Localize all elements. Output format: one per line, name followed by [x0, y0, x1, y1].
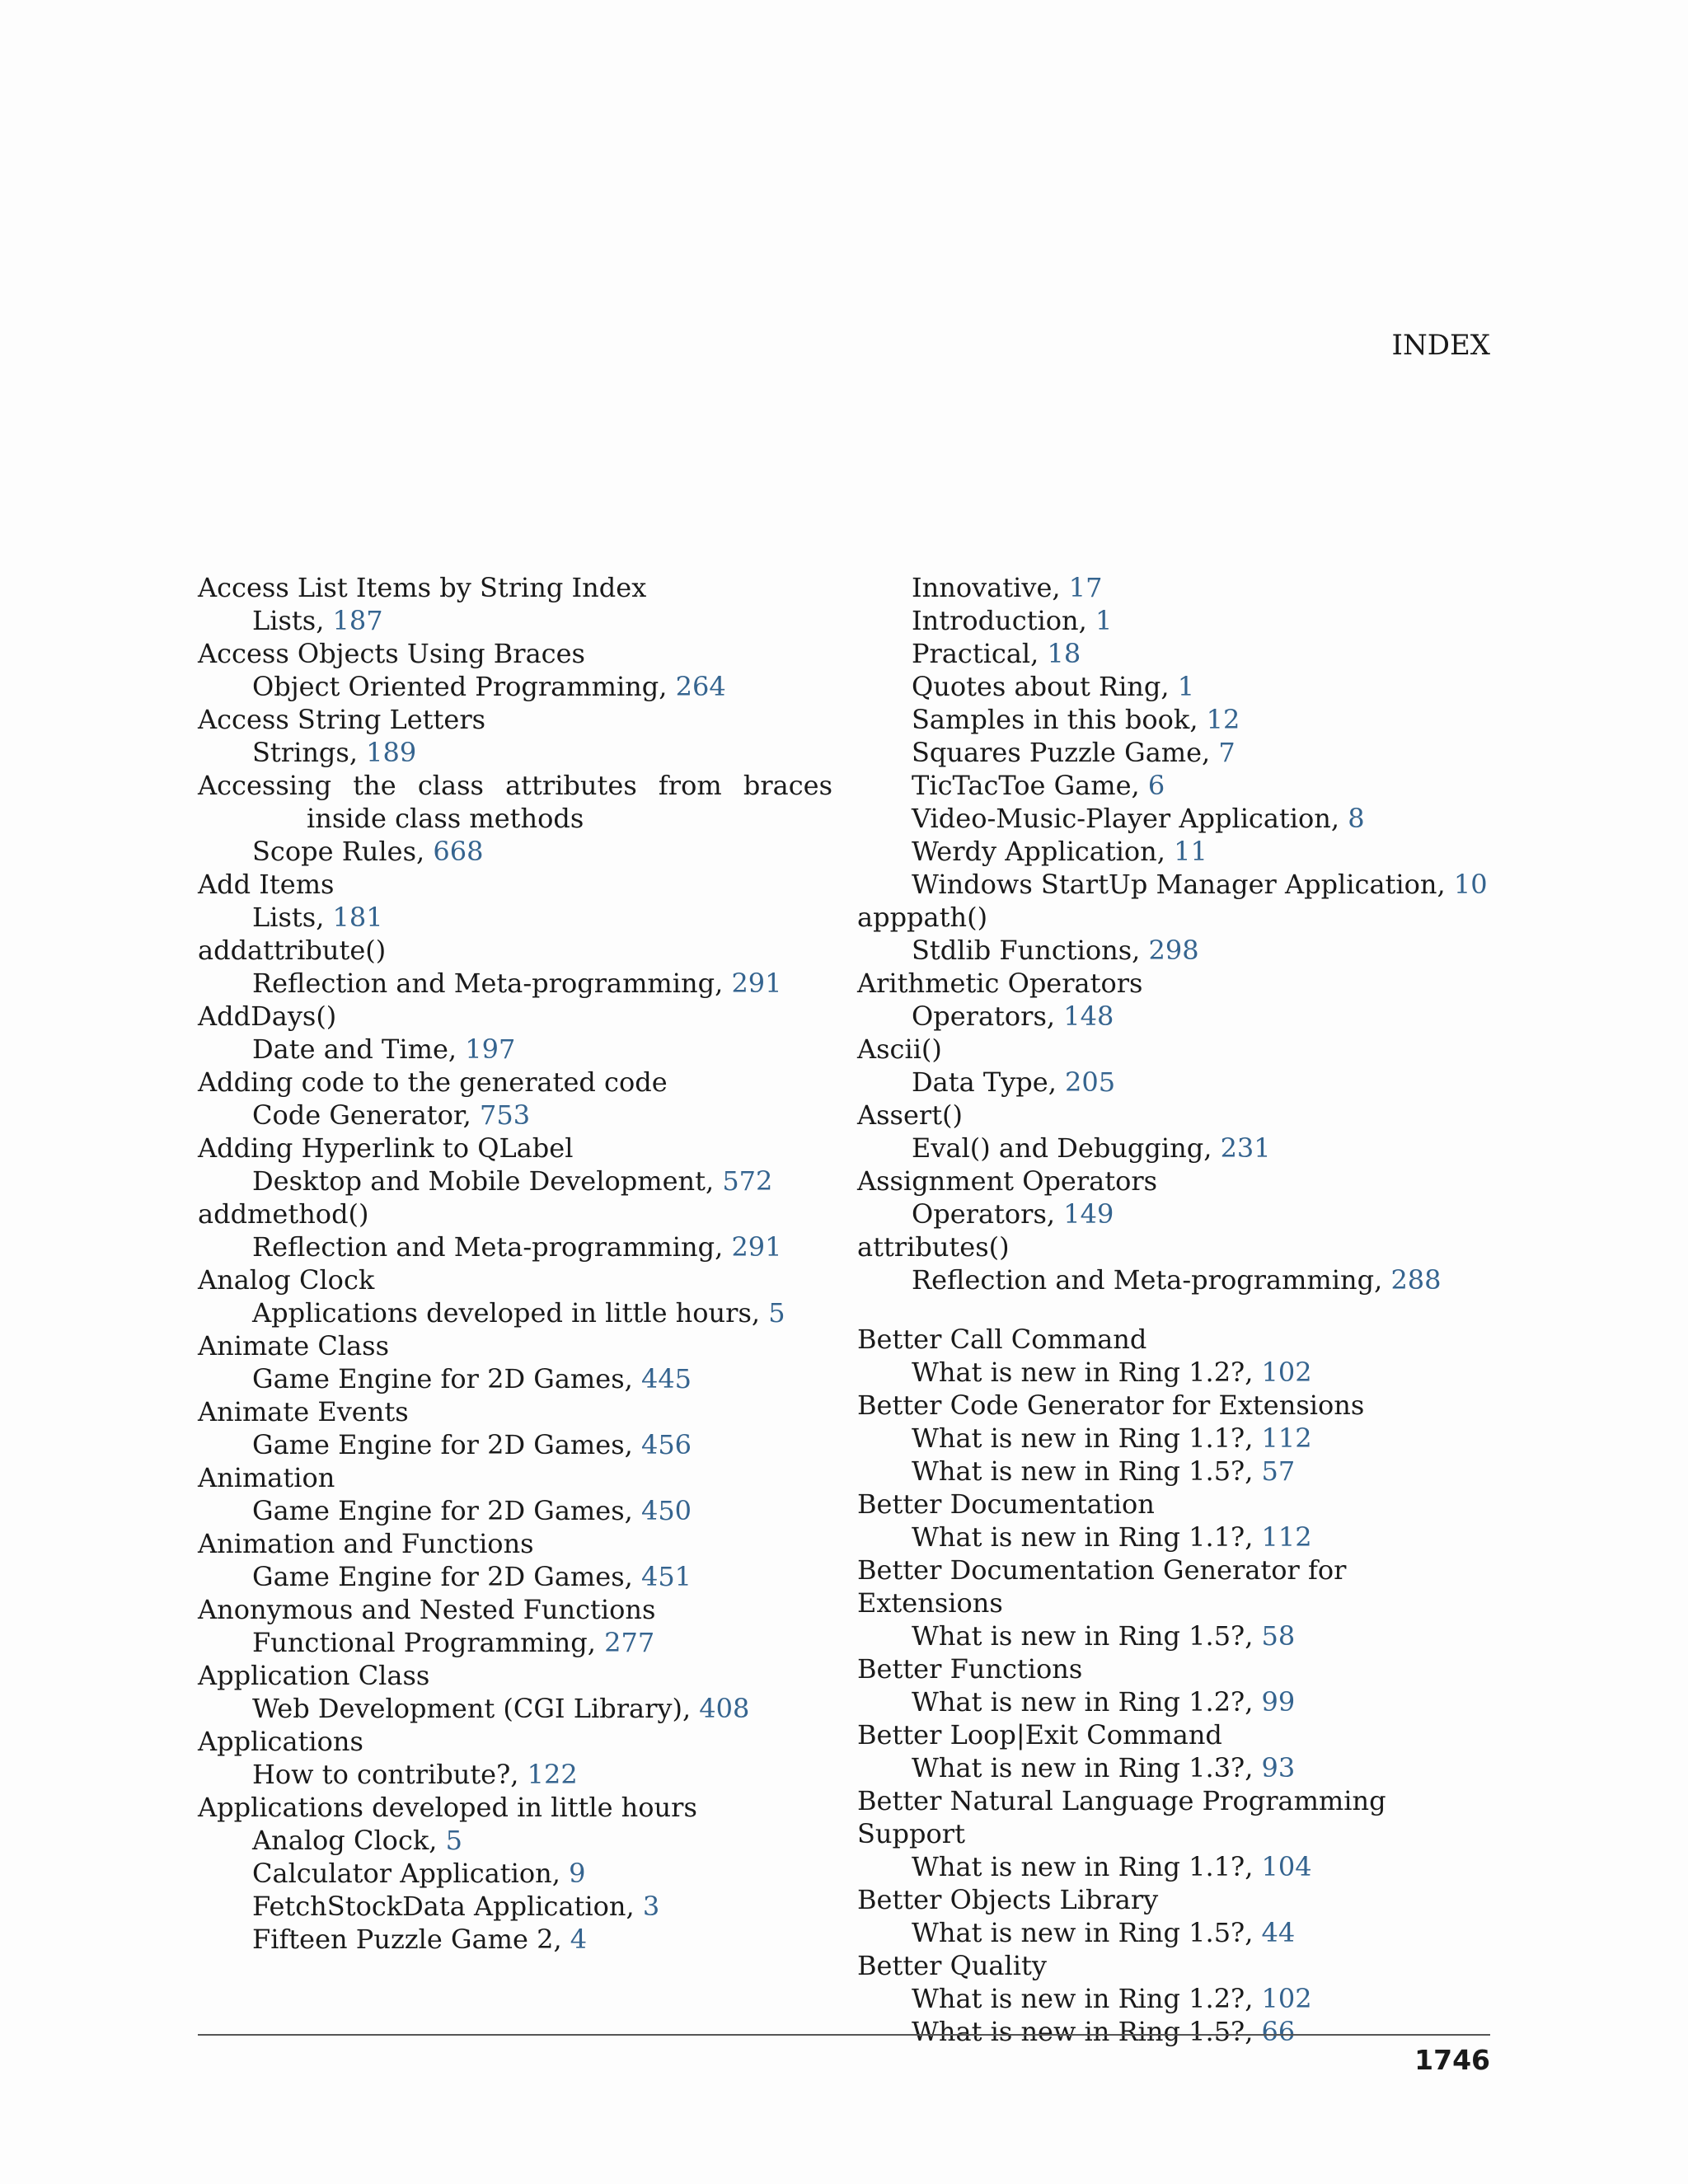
index-term: Animate Class	[198, 1330, 389, 1361]
index-term: Access Objects Using Braces	[198, 638, 585, 669]
footer-divider	[198, 2034, 1490, 2036]
page-reference-link[interactable]: 7	[1218, 737, 1236, 768]
letter-group-gap	[857, 1296, 1467, 1323]
subentry-label: Scope Rules,	[252, 836, 434, 867]
index-term: Ascii()	[857, 1033, 942, 1065]
index-subentry	[198, 604, 832, 637]
index-term: Better Call Command	[857, 1324, 1147, 1355]
page-reference-link[interactable]: 8	[1348, 803, 1365, 834]
index-subentry	[198, 1824, 832, 1857]
page-reference-link[interactable]: 18	[1047, 638, 1081, 669]
page-reference-link[interactable]: 1	[1177, 671, 1195, 702]
page-reference-link[interactable]: 99	[1261, 1686, 1296, 1718]
index-term: Analog Clock	[198, 1264, 375, 1296]
index-term: Better Natural Language Programming Support	[857, 1785, 1386, 1849]
subentry-label: Game Engine for 2D Games,	[252, 1495, 641, 1526]
index-subentry	[857, 1422, 1467, 1455]
page-reference-link[interactable]: 112	[1261, 1422, 1312, 1454]
index-subentry	[198, 835, 832, 868]
index-subentry	[198, 1165, 832, 1197]
subentry-label: Quotes about Ring,	[912, 671, 1178, 702]
index-term: Animate Events	[198, 1396, 409, 1427]
index-term: Applications developed in little hours	[198, 1792, 697, 1823]
index-subentry	[857, 1751, 1467, 1784]
index-subentry	[857, 1916, 1467, 1949]
subentry-label: What is new in Ring 1.5?,	[912, 1620, 1262, 1652]
index-term: Better Loop|Exit Command	[857, 1719, 1222, 1750]
index-term: Applications	[198, 1726, 363, 1757]
page-reference-link[interactable]: 3	[642, 1891, 660, 1922]
subentry-label: Reflection and Meta-programming,	[252, 1231, 732, 1263]
index-term: Better Documentation	[857, 1488, 1155, 1520]
subentry-label: What is new in Ring 1.1?,	[912, 1521, 1262, 1553]
subentry-label: Stdlib Functions,	[912, 935, 1149, 966]
index-subentry	[198, 1494, 832, 1527]
index-subentry	[198, 1428, 832, 1461]
index-subentry	[857, 1685, 1467, 1718]
subentry-label: What is new in Ring 1.1?,	[912, 1422, 1262, 1454]
index-term: Better Functions	[857, 1653, 1083, 1685]
index-subentry	[198, 967, 832, 1000]
subentry-label: Data Type,	[912, 1066, 1066, 1098]
index-subentry	[198, 1758, 832, 1791]
subentry-label: What is new in Ring 1.2?,	[912, 1357, 1262, 1388]
page-reference-link[interactable]: 11	[1174, 836, 1207, 867]
subentry-label: Reflection and Meta-programming,	[912, 1264, 1391, 1296]
subentry-label: Squares Puzzle Game,	[912, 737, 1219, 768]
page-reference-link[interactable]: 104	[1261, 1851, 1312, 1882]
page-reference-link[interactable]: 10	[1453, 869, 1488, 900]
page-reference-link[interactable]: 189	[366, 737, 417, 768]
index-subentry	[857, 1982, 1467, 2015]
subentry-label: Windows StartUp Manager Application,	[912, 869, 1454, 900]
subentry-label: Code Generator,	[252, 1099, 481, 1131]
page-reference-link[interactable]: 1	[1095, 605, 1113, 636]
page-reference-link[interactable]: 93	[1261, 1752, 1296, 1783]
page-reference-link[interactable]: 668	[433, 836, 484, 867]
index-subentry	[857, 1850, 1467, 1883]
page-reference-link[interactable]: 6	[1147, 770, 1165, 801]
index-subentry	[857, 868, 1488, 901]
index-subentry	[857, 1197, 1467, 1230]
page-reference-link[interactable]: 231	[1220, 1132, 1271, 1164]
index-term: Better Objects Library	[857, 1884, 1159, 1915]
page-reference-link[interactable]: 17	[1068, 572, 1103, 603]
page-reference-link[interactable]: 44	[1261, 1917, 1296, 1948]
subentry-label: Calculator Application,	[252, 1858, 570, 1889]
index-subentry	[857, 1521, 1467, 1554]
subentry-label: Innovative,	[912, 572, 1069, 603]
index-subentry	[198, 1857, 832, 1890]
index-subentry	[198, 1692, 832, 1725]
page-reference-link[interactable]: 408	[699, 1693, 750, 1724]
page-reference-link[interactable]: 102	[1261, 1983, 1312, 2014]
index-term: Anonymous and Nested Functions	[198, 1594, 656, 1625]
page-reference-link[interactable]: 456	[640, 1429, 692, 1460]
subentry-label: Game Engine for 2D Games,	[252, 1561, 641, 1592]
page-reference-link[interactable]: 753	[480, 1099, 531, 1131]
subentry-label: Practical,	[912, 638, 1048, 669]
index-subentry	[857, 703, 1467, 736]
subentry-label: What is new in Ring 1.2?,	[912, 1686, 1262, 1718]
subentry-label: Web Development (CGI Library),	[252, 1693, 700, 1724]
page-reference-link[interactable]: 66	[1261, 2016, 1296, 2047]
page-reference-link[interactable]: 205	[1065, 1066, 1116, 1098]
index-term: Add Items	[198, 869, 335, 900]
index-term: apppath()	[857, 902, 988, 933]
page-reference-link[interactable]: 149	[1063, 1198, 1114, 1230]
index-subentry	[198, 1923, 832, 1956]
subentry-label: Game Engine for 2D Games,	[252, 1363, 641, 1394]
subentry-label: Object Oriented Programming,	[252, 671, 676, 702]
page-reference-link[interactable]: 181	[332, 902, 383, 933]
page-reference-link[interactable]: 102	[1261, 1357, 1312, 1388]
page-reference-link[interactable]: 58	[1261, 1620, 1296, 1652]
index-subentry	[198, 1033, 832, 1066]
running-header: INDEX	[1391, 329, 1490, 362]
subentry-label: Werdy Application,	[912, 836, 1175, 867]
page-reference-link[interactable]: 277	[604, 1627, 655, 1658]
index-subentry	[857, 1356, 1467, 1389]
index-term: Assert()	[857, 1099, 964, 1131]
subentry-label: Strings,	[252, 737, 367, 768]
index-term: Adding Hyperlink to QLabel	[198, 1132, 574, 1164]
index-term: Animation	[198, 1462, 335, 1493]
index-term: Adding code to the generated code	[198, 1066, 668, 1098]
index-subentry	[198, 1890, 832, 1923]
index-term: Animation and Functions	[198, 1528, 534, 1559]
index-column-right	[857, 571, 1488, 2048]
subentry-label: Fifteen Puzzle Game 2,	[252, 1924, 570, 1955]
page-reference-link[interactable]: 12	[1206, 704, 1240, 735]
page-reference-link[interactable]: 291	[731, 1231, 782, 1263]
page-reference-link[interactable]: 288	[1390, 1264, 1442, 1296]
index-subentry	[198, 1230, 832, 1263]
page-reference-link[interactable]: 572	[722, 1165, 773, 1197]
page-reference-link[interactable]: 445	[640, 1363, 692, 1394]
page-reference-link[interactable]: 450	[640, 1495, 692, 1526]
index-subentry	[857, 571, 1467, 604]
subentry-label: Lists,	[252, 605, 333, 636]
subentry-label: Operators,	[912, 1198, 1064, 1230]
index-term: Application Class	[198, 1660, 430, 1691]
index-column-left	[198, 571, 832, 1956]
index-subentry	[857, 802, 1467, 835]
index-term: Better Code Generator for Extensions	[857, 1390, 1365, 1421]
page-reference-link[interactable]: 197	[465, 1033, 516, 1065]
subentry-label: Reflection and Meta-programming,	[252, 968, 732, 999]
page-reference-link[interactable]: 264	[675, 671, 726, 702]
index-term: addattribute()	[198, 935, 387, 966]
subentry-label: Samples in this book,	[912, 704, 1207, 735]
index-subentry	[198, 670, 832, 703]
index-term: addmethod()	[198, 1198, 369, 1230]
page-reference-link[interactable]: 5	[768, 1297, 785, 1329]
page-number: 1746	[1414, 2044, 1490, 2076]
subentry-label: Functional Programming,	[252, 1627, 605, 1658]
subentry-label: Analog Clock,	[252, 1825, 446, 1856]
index-term: Better Documentation Generator for Extensions	[857, 1554, 1347, 1619]
index-subentry	[198, 1362, 832, 1395]
subentry-label: Desktop and Mobile Development,	[252, 1165, 723, 1197]
index-subentry	[198, 736, 832, 769]
page-reference-link[interactable]: 4	[570, 1924, 588, 1955]
index-term: AddDays()	[198, 1001, 337, 1032]
index-subentry	[857, 1000, 1467, 1033]
index-term: Access String Letters	[198, 704, 486, 735]
index-subentry	[857, 1619, 1467, 1652]
subentry-label: Lists,	[252, 902, 333, 933]
subentry-label: How to contribute?,	[252, 1759, 528, 1790]
page-reference-link[interactable]: 148	[1063, 1001, 1114, 1032]
subentry-label: Eval() and Debugging,	[912, 1132, 1221, 1164]
index-term: Accessing the class attributes from braces inside class methods	[198, 770, 832, 834]
index-subentry	[857, 670, 1467, 703]
index-subentry	[857, 934, 1467, 967]
subentry-label: What is new in Ring 1.5?,	[912, 2016, 1262, 2047]
page-reference-link[interactable]: 122	[527, 1759, 578, 1790]
index-subentry	[857, 1455, 1467, 1488]
index-subentry	[857, 769, 1467, 802]
page-reference-link[interactable]: 112	[1261, 1521, 1312, 1553]
index-term: Access List Items by String Index	[198, 572, 647, 603]
index-subentry	[857, 835, 1467, 868]
index-subentry	[857, 1263, 1467, 1296]
subentry-label: Video-Music-Player Application,	[912, 803, 1348, 834]
page-reference-link[interactable]: 451	[640, 1561, 692, 1592]
index-subentry	[198, 1296, 832, 1329]
subentry-label: What is new in Ring 1.2?,	[912, 1983, 1262, 2014]
subentry-label: Game Engine for 2D Games,	[252, 1429, 641, 1460]
subentry-label: Date and Time,	[252, 1033, 466, 1065]
subentry-label: What is new in Ring 1.5?,	[912, 1455, 1262, 1487]
index-subentry	[198, 1626, 832, 1659]
subentry-label: What is new in Ring 1.1?,	[912, 1851, 1262, 1882]
subentry-label: TicTacToe Game,	[912, 770, 1148, 801]
index-subentry	[857, 604, 1467, 637]
index-term: Assignment Operators	[857, 1165, 1158, 1197]
page-reference-link[interactable]: 298	[1148, 935, 1199, 966]
index-subentry	[198, 1099, 832, 1132]
index-subentry	[857, 1066, 1467, 1099]
page-reference-link[interactable]: 187	[332, 605, 383, 636]
page-reference-link[interactable]: 291	[731, 968, 782, 999]
index-subentry	[857, 1132, 1467, 1165]
index-term: Arithmetic Operators	[857, 968, 1143, 999]
index-term: attributes()	[857, 1231, 1010, 1263]
index-subentry	[198, 1560, 832, 1593]
index-subentry	[857, 637, 1467, 670]
page-reference-link[interactable]: 57	[1261, 1455, 1296, 1487]
subentry-label: FetchStockData Application,	[252, 1891, 643, 1922]
subentry-label: Operators,	[912, 1001, 1064, 1032]
page-reference-link[interactable]: 5	[445, 1825, 462, 1856]
subentry-label: What is new in Ring 1.3?,	[912, 1752, 1262, 1783]
subentry-label: What is new in Ring 1.5?,	[912, 1917, 1262, 1948]
subentry-label: Introduction,	[912, 605, 1095, 636]
index-term: Better Quality	[857, 1950, 1047, 1981]
index-subentry	[198, 901, 832, 934]
index-subentry	[857, 736, 1467, 769]
page-reference-link[interactable]: 9	[569, 1858, 586, 1889]
subentry-label: Applications developed in little hours,	[252, 1297, 769, 1329]
